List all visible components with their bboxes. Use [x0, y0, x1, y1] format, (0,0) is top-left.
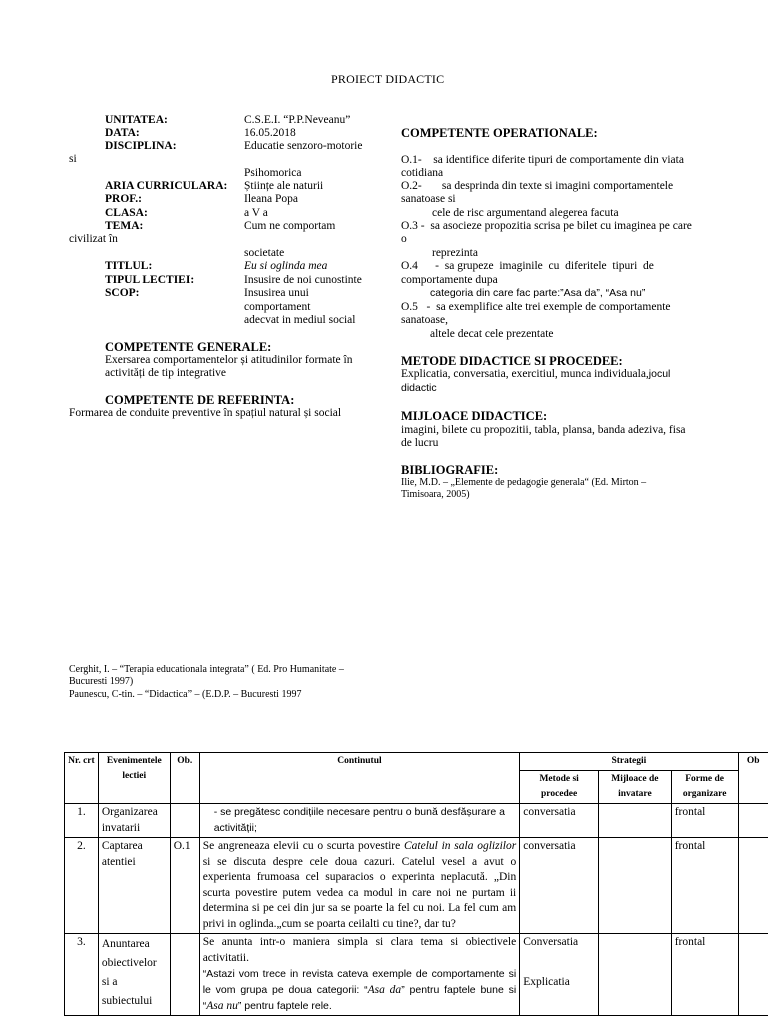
row-content — [199, 934, 520, 1016]
header-ob: Ob. — [170, 753, 199, 804]
row-mijloace — [599, 804, 672, 838]
mijloace-heading: MIJLOACE DIDACTICE: — [401, 409, 548, 423]
header-nr: Nr. crt — [65, 753, 99, 804]
table-header-row — [65, 753, 768, 771]
titlul-value: Eu si oglinda mea — [244, 260, 328, 272]
competente-operationale-heading: COMPETENTE OPERATIONALE: — [401, 126, 598, 140]
page-title: PROIECT DIDACTIC — [331, 72, 445, 86]
tipul-label: TIPUL LECTIEI: — [105, 274, 195, 286]
prof-value: Ileana Popa — [244, 193, 298, 205]
tema-value: Cum ne comportam — [244, 220, 336, 232]
row-content — [199, 838, 520, 934]
op-line-5: cele de risc argumentand alegerea facuta — [432, 207, 619, 219]
header-strategii: Strategii — [520, 753, 738, 771]
row-ob: O.1 — [170, 838, 199, 934]
op-line-11: categoria din care fac parte:”Asa da”, “Asa nu” — [430, 287, 646, 299]
row-ob — [170, 804, 199, 838]
row-mijloace — [599, 838, 672, 934]
header-continutul: Continutul — [199, 753, 520, 804]
mijloace-line-2: de lucru — [401, 437, 439, 449]
row-ob — [170, 934, 199, 1016]
op-line-8: reprezinta — [432, 247, 478, 259]
op-line-3: O.2- sa desprinda din texte si imagini comportamentele — [401, 180, 674, 192]
bibliografie-heading: BIBLIOGRAFIE: — [401, 463, 499, 477]
metode-line-1-extra: jocul — [648, 368, 671, 380]
row-event: Anuntarea obiectivelor si a subiectului — [98, 934, 170, 1016]
tema-value-2: societate — [244, 247, 285, 259]
disciplina-wrap: si — [69, 153, 77, 165]
op-line-13: sanatoase, — [401, 314, 448, 326]
header-obs: Ob — [738, 753, 768, 804]
scop-label: SCOP: — [105, 287, 140, 299]
competente-referinta-line-1: Formarea de conduite preventive în spațiul natural și social — [69, 407, 342, 419]
clasa-value: a V a — [244, 207, 268, 219]
row-mijloace — [599, 934, 672, 1016]
competente-generale-line-1: Exersarea comportamentelor și atitudinilor formate în — [105, 354, 353, 366]
row-forme: frontal — [671, 838, 738, 934]
tipul-value: Insusire de noi cunostinte — [244, 274, 362, 286]
disciplina-value: Educatie senzoro-motorie — [244, 140, 363, 152]
row-obs — [738, 934, 768, 1016]
op-line-2: cotidiana — [401, 167, 444, 179]
row-metode-2: Explicatia — [523, 975, 570, 988]
row-content-p2-mid: ” pentru faptele bune si “ — [202, 984, 517, 1012]
tema-label: TEMA: — [105, 220, 144, 232]
metode-line-1-text: Explicatia, conversatia, exercitiul, munca individuala, — [401, 368, 649, 380]
row-content-asa-da: Asa da — [367, 984, 402, 996]
data-label: DATA: — [105, 127, 140, 139]
disciplina-label: DISCIPLINA: — [105, 140, 177, 152]
unitatea-label: UNITATEA: — [105, 114, 168, 126]
header-forme: Forme de organizare — [671, 771, 738, 804]
metode-heading: METODE DIDACTICE SI PROCEDEE: — [401, 354, 623, 368]
row-content: - se pregătesc condițiile necesare pentru o bună desfășurare a activității; — [199, 804, 520, 838]
row-content-story-title: Catelul in sala oglizilor — [403, 840, 517, 852]
row-forme: frontal — [671, 934, 738, 1016]
mijloace-line-1: imagini, bilete cu propozitii, tabla, plansa, banda adeziva, fisa — [401, 424, 686, 436]
row-nr: 1. — [65, 804, 99, 838]
row-content-asa-nu: Asa nu — [206, 1000, 238, 1012]
clasa-label: CLASA: — [105, 207, 148, 219]
row-forme: frontal — [671, 804, 738, 838]
header-metode: Metode si procedee — [520, 771, 599, 804]
row-content-p1: Se anunta intr-o maniera simpla si clara tema si obiectivele activitatii. — [202, 936, 517, 964]
scop-value-1: Insusirea unui — [244, 287, 309, 299]
op-line-1: O.1- sa identifice diferite tipuri de comportamente din viata — [401, 154, 684, 166]
op-line-6: O.3 - sa asocieze propozitia scrisa pe bilet cu imaginea pe care — [401, 220, 692, 232]
prof-label: PROF.: — [105, 193, 142, 205]
bibliografie-line-1: Ilie, M.D. – „Elemente de pedagogie generala“ (Ed. Mirton – — [401, 477, 647, 488]
op-line-7: o — [401, 233, 407, 245]
table-row — [65, 838, 768, 934]
row-content-post: si se discuta despre cele doua cazuri. Catelul vesel a avut o experienta frumoasa cel suparacios o experinta neplacută. „Din scurta povestire putem vedea ca modul in care noi ne purtam ii determina si pe cei din jur sa se poarte la fel cu noi. La fel cum am privi in oglinda.„cum se poarta ceilalti cu tine?, dar tu? — [202, 855, 517, 930]
row-metode: conversatia — [520, 838, 599, 934]
aria-value: Științe ale naturii — [244, 180, 324, 192]
header-mijloace: Mijloace de invatare — [599, 771, 672, 804]
op-line-14: altele decat cele prezentate — [430, 328, 554, 340]
row-obs — [738, 804, 768, 838]
scop-value-2: comportament — [244, 301, 311, 313]
op-line-12: O.5 - sa exemplifice alte trei exemple de comportamente — [401, 301, 671, 313]
row-content-p2-pre: “Astazi vom trece in revista cateva exemple de comportamente si le vom grupa pe doua categorii: “ — [202, 968, 517, 996]
bibliografie-line-4: Bucuresti 1997) — [69, 676, 134, 687]
row-event: Organizarea invatarii — [98, 804, 170, 838]
row-obs — [738, 838, 768, 934]
metode-line-1 — [401, 368, 670, 381]
metode-line-2: didactic — [401, 382, 437, 394]
row-content-pre: Se angreneaza elevii cu o scurta povestire — [202, 840, 404, 852]
competente-generale-heading: COMPETENTE GENERALE: — [105, 340, 272, 354]
row-content-p2 — [203, 966, 517, 1014]
row-metode: conversatia — [520, 804, 599, 838]
row-content-p2-post: ” pentru faptele rele. — [237, 1000, 332, 1012]
op-line-4: sanatoase si — [401, 193, 456, 205]
competente-generale-line-2: activități de tip integrative — [105, 367, 227, 379]
tema-wrap: civilizat în — [69, 233, 118, 245]
header-evenimente: Evenimentele lectiei — [98, 753, 170, 804]
bibliografie-line-2: Timisoara, 2005) — [401, 489, 470, 500]
row-nr: 3. — [65, 934, 99, 1016]
competente-referinta-heading: COMPETENTE DE REFERINTA: — [105, 393, 295, 407]
data-value: 16.05.2018 — [244, 127, 296, 139]
row-metode — [520, 934, 599, 1016]
titlul-label: TITLUL: — [105, 260, 153, 272]
disciplina-value-2: Psihomorica — [244, 167, 302, 179]
table-row — [65, 934, 768, 1016]
scop-value-3: adecvat in mediul social — [244, 314, 356, 326]
row-metode-1: Conversatia — [523, 936, 579, 948]
table-row — [65, 804, 768, 838]
row-nr: 2. — [65, 838, 99, 934]
aria-label: ARIA CURRICULARA: — [105, 180, 228, 192]
lesson-table — [64, 752, 768, 1016]
bibliografie-line-3: Cerghit, I. – “Terapia educationala integrata” ( Ed. Pro Humanitate – — [69, 664, 344, 675]
op-line-10: comportamente dupa — [401, 274, 498, 286]
op-line-9: O.4 - sa grupeze imaginile cu diferitele tipuri de — [401, 260, 654, 272]
bibliografie-line-5: Paunescu, C-tin. – “Didactica” – (E.D.P. – Bucuresti 1997 — [69, 689, 302, 700]
row-event: Captarea atentiei — [98, 838, 170, 934]
unitatea-value: C.S.E.I. “P.P.Neveanu” — [244, 114, 351, 126]
